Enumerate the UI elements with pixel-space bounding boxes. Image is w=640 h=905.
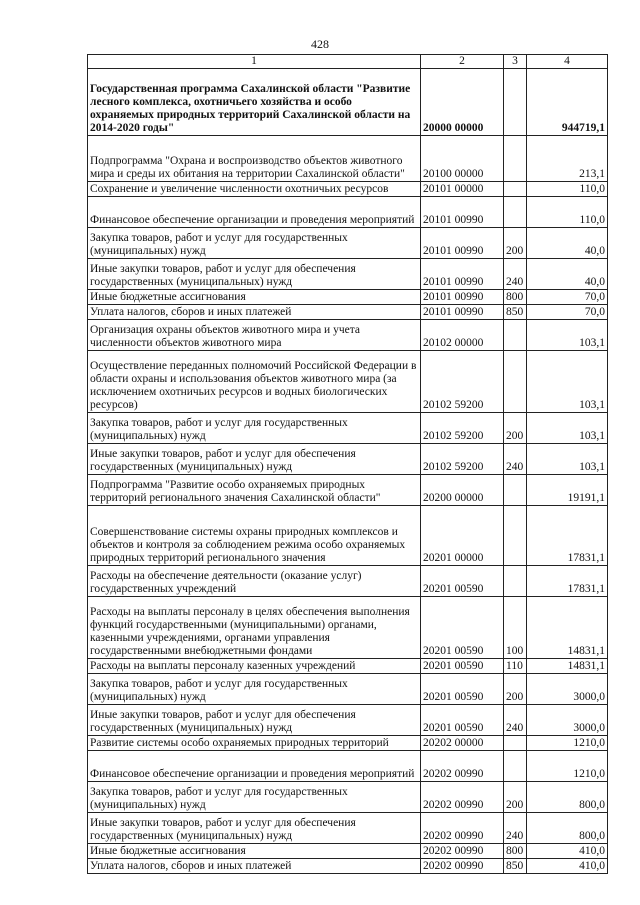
row-expense-kind: 200: [504, 782, 527, 813]
row-code: 20102 59200: [421, 444, 504, 475]
row-name: Закупка товаров, работ и услуг для государственных (муниципальных) нужд: [88, 782, 421, 813]
row-expense-kind: 800: [504, 844, 527, 859]
row-amount: 110,0: [527, 197, 608, 228]
row-expense-kind: 240: [504, 705, 527, 736]
table-row: [88, 475, 608, 506]
row-amount: 70,0: [527, 290, 608, 305]
row-code: 20000 00000: [421, 69, 504, 136]
row-code: 20201 00000: [421, 506, 504, 566]
table-row: [88, 659, 608, 674]
table-row: [88, 844, 608, 859]
row-code: 20202 00990: [421, 844, 504, 859]
row-expense-kind: [504, 320, 527, 351]
table-row: [88, 182, 608, 197]
row-code: 20100 00000: [421, 136, 504, 182]
row-amount: 103,1: [527, 351, 608, 413]
row-expense-kind: [504, 351, 527, 413]
row-expense-kind: 240: [504, 813, 527, 844]
row-expense-kind: 240: [504, 259, 527, 290]
header-col-3: 3: [504, 55, 527, 69]
row-name: Организация охраны объектов животного мира и учета численности объектов животного мира: [88, 320, 421, 351]
table-row: [88, 197, 608, 228]
row-code: 20101 00990: [421, 197, 504, 228]
row-code: 20202 00990: [421, 751, 504, 782]
row-amount: 103,1: [527, 413, 608, 444]
row-amount: 800,0: [527, 813, 608, 844]
budget-table: [87, 54, 608, 874]
header-col-2: 2: [421, 55, 504, 69]
row-amount: 410,0: [527, 844, 608, 859]
row-code: 20202 00000: [421, 736, 504, 751]
row-code: 20101 00990: [421, 290, 504, 305]
row-code: 20201 00590: [421, 597, 504, 659]
row-amount: 103,1: [527, 444, 608, 475]
row-name: Финансовое обеспечение организации и проведения мероприятий: [88, 751, 421, 782]
row-expense-kind: [504, 566, 527, 597]
row-name: Закупка товаров, работ и услуг для государственных (муниципальных) нужд: [88, 413, 421, 444]
row-code: 20101 00990: [421, 305, 504, 320]
table-row: [88, 506, 608, 566]
table-row: [88, 351, 608, 413]
row-amount: 944719,1: [527, 69, 608, 136]
table-row: [88, 259, 608, 290]
row-amount: 103,1: [527, 320, 608, 351]
header-row: [88, 55, 608, 69]
row-amount: 1210,0: [527, 751, 608, 782]
row-code: 20102 59200: [421, 351, 504, 413]
row-name: Подпрограмма "Охрана и воспроизводство объектов животного мира и среды их обитания на территории Сахалинской области": [88, 136, 421, 182]
row-amount: 213,1: [527, 136, 608, 182]
row-name: Уплата налогов, сборов и иных платежей: [88, 859, 421, 874]
row-expense-kind: [504, 475, 527, 506]
table-row: [88, 444, 608, 475]
row-name: Расходы на обеспечение деятельности (оказание услуг) государственных учреждений: [88, 566, 421, 597]
row-name: Совершенствование системы охраны природных комплексов и объектов и контроля за соблюдением режима особо охраняемых природных территорий регионального значения: [88, 506, 421, 566]
table-row: [88, 413, 608, 444]
table-row: [88, 136, 608, 182]
row-expense-kind: 110: [504, 659, 527, 674]
table-row: [88, 674, 608, 705]
row-code: 20202 00990: [421, 782, 504, 813]
row-expense-kind: 800: [504, 290, 527, 305]
row-amount: 14831,1: [527, 597, 608, 659]
row-name: Иные закупки товаров, работ и услуг для обеспечения государственных (муниципальных) нужд: [88, 705, 421, 736]
row-amount: 17831,1: [527, 506, 608, 566]
table-row: [88, 566, 608, 597]
row-amount: 40,0: [527, 259, 608, 290]
row-code: 20200 00000: [421, 475, 504, 506]
row-name: Иные закупки товаров, работ и услуг для обеспечения государственных (муниципальных) нужд: [88, 259, 421, 290]
header-col-1: 1: [88, 55, 421, 69]
row-amount: 3000,0: [527, 674, 608, 705]
row-name: Иные бюджетные ассигнования: [88, 290, 421, 305]
row-name: Расходы на выплаты персоналу в целях обеспечения выполнения функций государственными (муниципальными) органами, казенными учреждениями, органами управления государственными внебюджетными фондами: [88, 597, 421, 659]
row-name: Иные бюджетные ассигнования: [88, 844, 421, 859]
row-expense-kind: [504, 736, 527, 751]
table-row: [88, 597, 608, 659]
table-row: [88, 859, 608, 874]
table-row: [88, 290, 608, 305]
table-row: [88, 813, 608, 844]
row-code: 20201 00590: [421, 705, 504, 736]
row-expense-kind: [504, 136, 527, 182]
row-expense-kind: 200: [504, 413, 527, 444]
row-amount: 110,0: [527, 182, 608, 197]
row-expense-kind: 200: [504, 228, 527, 259]
table-row: [88, 705, 608, 736]
row-name: Уплата налогов, сборов и иных платежей: [88, 305, 421, 320]
row-expense-kind: [504, 69, 527, 136]
row-code: 20202 00990: [421, 859, 504, 874]
row-name: Иные закупки товаров, работ и услуг для обеспечения государственных (муниципальных) нужд: [88, 444, 421, 475]
row-amount: 1210,0: [527, 736, 608, 751]
header-col-4: 4: [527, 55, 608, 69]
row-name: Финансовое обеспечение организации и проведения мероприятий: [88, 197, 421, 228]
row-amount: 19191,1: [527, 475, 608, 506]
row-name: Развитие системы особо охраняемых природных территорий: [88, 736, 421, 751]
row-amount: 3000,0: [527, 705, 608, 736]
table-row: [88, 69, 608, 136]
table-row: [88, 228, 608, 259]
row-expense-kind: 240: [504, 444, 527, 475]
row-amount: 70,0: [527, 305, 608, 320]
row-expense-kind: 850: [504, 859, 527, 874]
row-code: 20101 00990: [421, 259, 504, 290]
row-name: Иные закупки товаров, работ и услуг для обеспечения государственных (муниципальных) нужд: [88, 813, 421, 844]
row-code: 20201 00590: [421, 674, 504, 705]
row-expense-kind: [504, 197, 527, 228]
row-amount: 14831,1: [527, 659, 608, 674]
row-code: 20101 00990: [421, 228, 504, 259]
table-row: [88, 751, 608, 782]
row-expense-kind: 100: [504, 597, 527, 659]
row-name: Закупка товаров, работ и услуг для государственных (муниципальных) нужд: [88, 228, 421, 259]
row-code: 20102 59200: [421, 413, 504, 444]
row-code: 20202 00990: [421, 813, 504, 844]
row-code: 20101 00000: [421, 182, 504, 197]
table-row: [88, 305, 608, 320]
page-number: 428: [311, 37, 329, 51]
row-amount: 800,0: [527, 782, 608, 813]
table-row: [88, 320, 608, 351]
row-expense-kind: [504, 751, 527, 782]
row-code: 20102 00000: [421, 320, 504, 351]
row-expense-kind: 850: [504, 305, 527, 320]
row-name: Подпрограмма "Развитие особо охраняемых природных территорий регионального значения Сахалинской области": [88, 475, 421, 506]
row-amount: 40,0: [527, 228, 608, 259]
row-name: Осуществление переданных полномочий Российской Федерации в области охраны и использования объектов животного мира (за исключением охотничьих ресурсов и водных биологических ресурсов): [88, 351, 421, 413]
row-code: 20201 00590: [421, 659, 504, 674]
row-name: Сохранение и увеличение численности охотничьих ресурсов: [88, 182, 421, 197]
table-row: [88, 782, 608, 813]
row-amount: 17831,1: [527, 566, 608, 597]
row-expense-kind: 200: [504, 674, 527, 705]
row-name: Закупка товаров, работ и услуг для государственных (муниципальных) нужд: [88, 674, 421, 705]
table-row: [88, 736, 608, 751]
row-name: Расходы на выплаты персоналу казенных учреждений: [88, 659, 421, 674]
row-name: Государственная программа Сахалинской области "Развитие лесного комплекса, охотничьего хозяйства и особо охраняемых природных территорий Сахалинской области на 2014-2020 годы": [88, 69, 421, 136]
row-amount: 410,0: [527, 859, 608, 874]
row-code: 20201 00590: [421, 566, 504, 597]
row-expense-kind: [504, 182, 527, 197]
row-expense-kind: [504, 506, 527, 566]
